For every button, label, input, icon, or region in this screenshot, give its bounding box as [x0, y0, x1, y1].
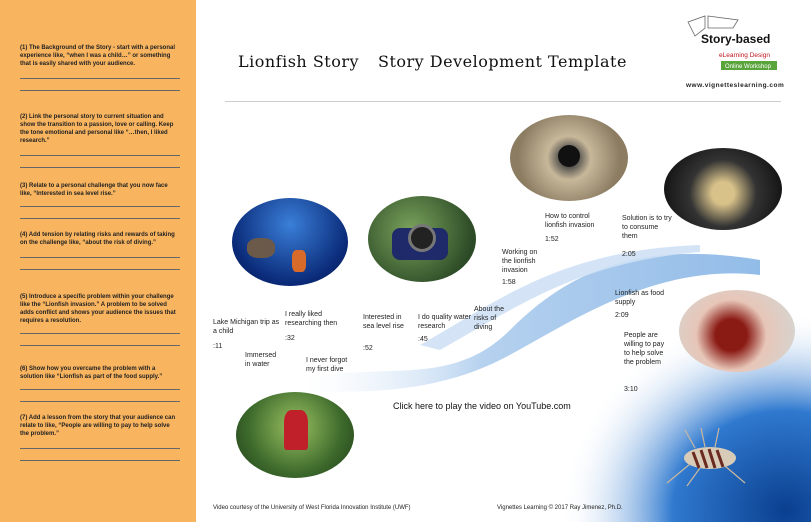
story-based-logo: [683, 14, 783, 86]
hiker-photo[interactable]: [236, 392, 354, 478]
timeline-time: 2:09: [615, 312, 629, 319]
cooking-photo[interactable]: [664, 148, 782, 230]
timeline-label: Solution is to try to consume them: [622, 215, 672, 241]
logo-subtitle: eLearning Design: [719, 52, 770, 59]
timeline-label: Lake Michigan trip as a child: [213, 319, 280, 336]
timeline-time: :45: [418, 336, 428, 343]
logo-badge: Online Workshop: [725, 64, 771, 70]
step-2-text: (2) Link the personal story to current situation and show the transition to a passion, love or calling. Keep the tone emotional and personal like “…then, I liked research.”: [20, 114, 174, 145]
timeline-label: I do quality water research: [418, 314, 471, 331]
footer-copyright: Vignettes Learning © 2017 Ray Jimenez, Ph.D.: [497, 505, 623, 511]
timeline-label: Immersed in water: [245, 352, 277, 369]
lionfish-photo: [655, 428, 755, 488]
diver-figure: [247, 238, 275, 258]
timeline-label: People are willing to pay to help solve the problem: [624, 332, 665, 367]
timeline-time: :52: [363, 345, 373, 352]
title-divider: [225, 101, 781, 102]
timeline-label: I never forgot my first dive: [306, 357, 348, 374]
timeline-time: :32: [285, 335, 295, 342]
timeline-label: Interested in sea level rise: [363, 314, 404, 331]
step-7-text: (7) Add a lesson from the story that your audience can relate to like, “People are willing to pay to help solve the problem.”: [20, 415, 176, 438]
step-1-text: (1) The Background of the Story - start with a personal experience like, “when I was a child…” or something that is easily shared with your audience.: [20, 45, 176, 68]
timeline-label: About the risks of diving: [474, 306, 504, 332]
urchin-center: [558, 145, 580, 167]
camera-lens: [408, 224, 436, 252]
timeline-label: I really liked researching then: [285, 311, 338, 328]
timeline-time: 2:05: [622, 251, 636, 258]
timeline-time: 1:52: [545, 236, 559, 243]
timeline-label: How to control lionfish invasion: [545, 213, 595, 230]
timeline-time: 3:10: [624, 386, 638, 393]
lionfish-fillet-photo[interactable]: [679, 290, 795, 372]
timeline-time: :11: [213, 343, 223, 350]
timeline-label: Lionfish as food supply: [615, 290, 665, 307]
step-3-text: (3) Relate to a personal challenge that you now face like, “Interested in sea level rise.”: [20, 183, 168, 198]
template-title: Story Development Template: [378, 52, 627, 71]
urchin-photo[interactable]: [510, 115, 628, 201]
camera-photo[interactable]: [368, 196, 476, 282]
step-4-text: (4) Add tension by relating risks and rewards of taking on the challenge like, “about the risk of diving.”: [20, 232, 175, 247]
story-title: Lionfish Story: [238, 52, 360, 71]
step-6-text: (6) Show how you overcame the problem with a solution like “Lionfish as part of the food supply.”: [20, 366, 163, 381]
logo-url: www.vignetteslearning.com: [686, 82, 785, 89]
diver-figure: [292, 250, 306, 272]
hiker-figure: [284, 410, 308, 450]
timeline-label: Working on the lionfish invasion: [502, 249, 538, 275]
play-video-link[interactable]: Click here to play the video on YouTube.com: [393, 401, 571, 411]
diver-photo[interactable]: [232, 198, 348, 286]
footer-credit: Video courtesy of the University of West Florida Innovation Institute (UWF): [213, 505, 411, 511]
logo-title: Story-based: [701, 32, 771, 46]
step-5-text: (5) Introduce a specific problem within your challenge like the “Lionfish invasion.” A problem to be solved adds conflict and shows your audience the issues that requires a resolution.: [20, 294, 176, 325]
timeline-time: 1:58: [502, 279, 516, 286]
